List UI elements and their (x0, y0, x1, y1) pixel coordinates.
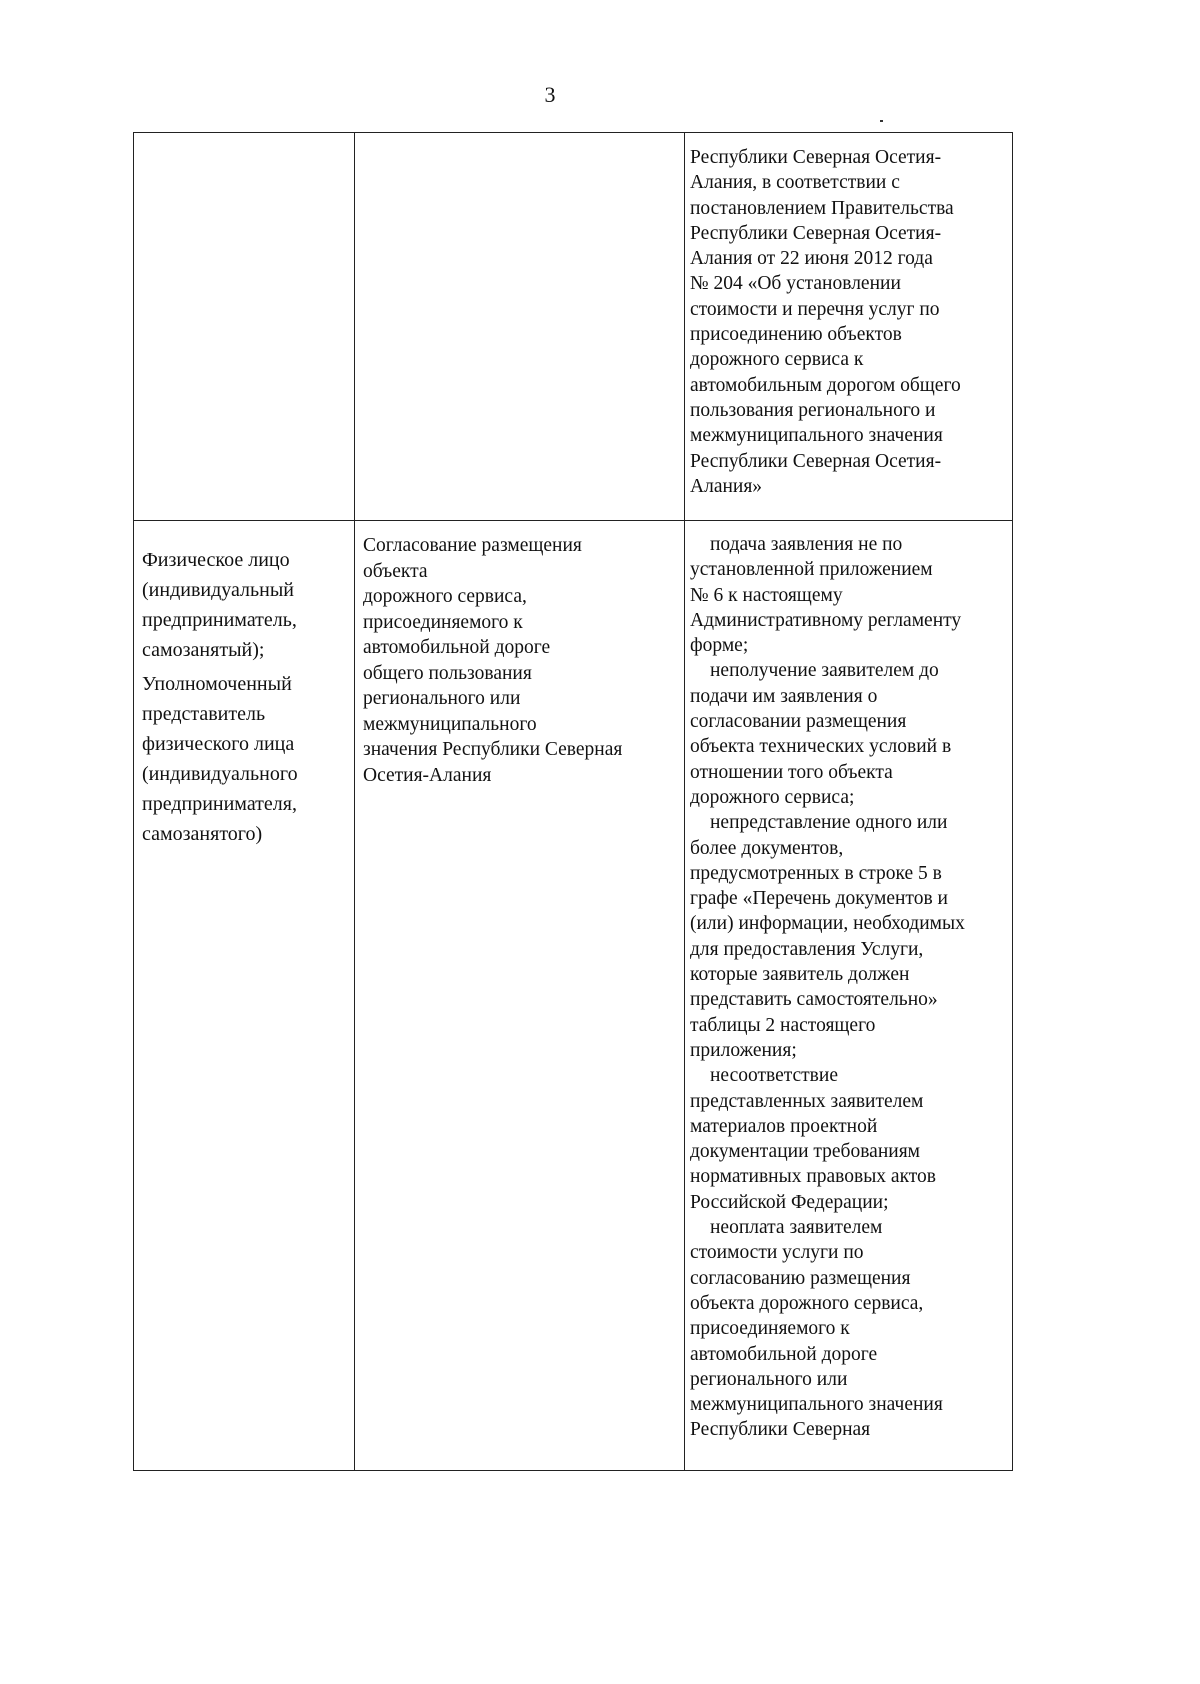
text-line: дорожного сервиса; (690, 786, 855, 808)
text-line: подача заявления не по (710, 534, 903, 555)
text-line: Республики Северная Осетия- (690, 450, 942, 472)
text-line: межмуниципального (363, 713, 537, 735)
text-line: согласовании размещения (690, 711, 907, 733)
text-line: предпринимателя, (142, 793, 297, 815)
applicant-text (142, 545, 350, 665)
text-line: Физическое лицо (142, 549, 290, 571)
text-line: автомобильной дороге (363, 637, 551, 658)
text-line: (индивидуального (142, 763, 298, 785)
table-row (134, 133, 1013, 521)
text-line: Алания, в соответствии с (690, 172, 900, 194)
text-line: автомобильной дороге (690, 1343, 878, 1365)
text-line: межмуниципального значения (690, 425, 943, 447)
table-cell-service (355, 521, 685, 1471)
text-line: (индивидуальный (142, 579, 295, 601)
text-line: Республики Северная Осетия- (690, 222, 942, 244)
text-line: форме; (690, 635, 749, 657)
text-line: нормативных правовых актов (690, 1166, 937, 1188)
text-line: которые заявитель должен (690, 964, 910, 986)
text-line: Административному регламенту (690, 609, 962, 631)
text-line: неоплата заявителем (710, 1217, 883, 1239)
text-line: объекта дорожного сервиса, (690, 1292, 924, 1314)
text-line: представленных заявителем (690, 1090, 924, 1112)
text-line: Осетия-Алания (363, 764, 492, 786)
text-line: таблицы 2 настоящего (690, 1014, 876, 1036)
text-line: Республики Северная (690, 1419, 871, 1441)
text-line: предприниматель, (142, 609, 297, 631)
text-line: № 204 «Об установлении (690, 273, 901, 295)
text-line: пользования регионального и (690, 399, 936, 421)
service-name-text (363, 533, 680, 788)
table-row (134, 521, 1013, 1471)
text-line: представитель (142, 703, 266, 725)
document-table (133, 132, 1013, 1471)
text-line: графе «Перечень документов и (690, 888, 948, 910)
text-line: объекта технических условий в (690, 736, 952, 758)
text-line: дорожного сервиса к (690, 349, 864, 371)
table-cell-applicants (134, 521, 355, 1471)
text-line: самозанятый); (142, 639, 265, 661)
text-line: отношении того объекта (690, 761, 893, 783)
text-line: присоединяемого к (690, 1318, 850, 1340)
text-line: неполучение заявителем до (710, 660, 939, 682)
text-line: объекта (363, 560, 428, 582)
text-line: Российской Федерации; (690, 1191, 889, 1213)
text-line: представить самостоятельно» (690, 989, 938, 1011)
text-line: дорожного сервиса, (363, 586, 527, 607)
text-line: регионального или (363, 688, 521, 709)
text-line: Уполномоченный (142, 673, 292, 695)
text-line: автомобильным дорогом общего (690, 374, 961, 396)
text-line: присоединению объектов (690, 324, 902, 346)
text-line: непредставление одного или (710, 812, 948, 834)
text-line: Согласование размещения (363, 535, 582, 556)
text-line: согласованию размещения (690, 1267, 911, 1289)
text-line: Алания от 22 июня 2012 года (690, 248, 933, 270)
page-number: 3 (544, 82, 556, 107)
text-line: межмуниципального значения (690, 1394, 943, 1416)
text-line: предусмотренных в строке 5 в (690, 862, 942, 884)
text-line: регионального или (690, 1368, 848, 1390)
text-line: Алания» (690, 475, 763, 497)
text-line: № 6 к настоящему (690, 584, 843, 606)
text-line: общего пользования (363, 662, 532, 684)
table-cell-refusal-grounds (685, 521, 1013, 1471)
text-line: для предоставления Услуги, (690, 938, 924, 960)
table-cell-legal-basis (685, 133, 1013, 521)
refusal-grounds-text (690, 532, 1010, 1443)
text-line: стоимости услуги по (690, 1242, 864, 1264)
text-line: Республики Северная Осетия- (690, 147, 942, 168)
text-line: стоимости и перечня услуг по (690, 298, 940, 320)
text-line: материалов проектной (690, 1115, 878, 1137)
scan-speck (880, 120, 883, 122)
text-line: более документов, (690, 837, 844, 859)
text-line: (или) информации, необходимых (690, 913, 965, 935)
representative-text (142, 669, 350, 849)
text-line: физического лица (142, 733, 295, 755)
text-line: постановлением Правительства (690, 197, 954, 219)
text-line: присоединяемого к (363, 611, 523, 633)
text-line: подачи им заявления о (690, 685, 878, 707)
text-line: значения Республики Северная (363, 739, 623, 760)
table-cell-empty (134, 133, 355, 521)
text-line: самозанятого) (142, 823, 263, 845)
text-line: приложения; (690, 1039, 797, 1061)
table-cell-empty (355, 133, 685, 521)
text-line: несоответствие (710, 1065, 838, 1087)
legal-basis-text (690, 145, 1008, 499)
text-line: документации требованиям (690, 1141, 921, 1163)
text-line: установленной приложением (690, 559, 933, 581)
